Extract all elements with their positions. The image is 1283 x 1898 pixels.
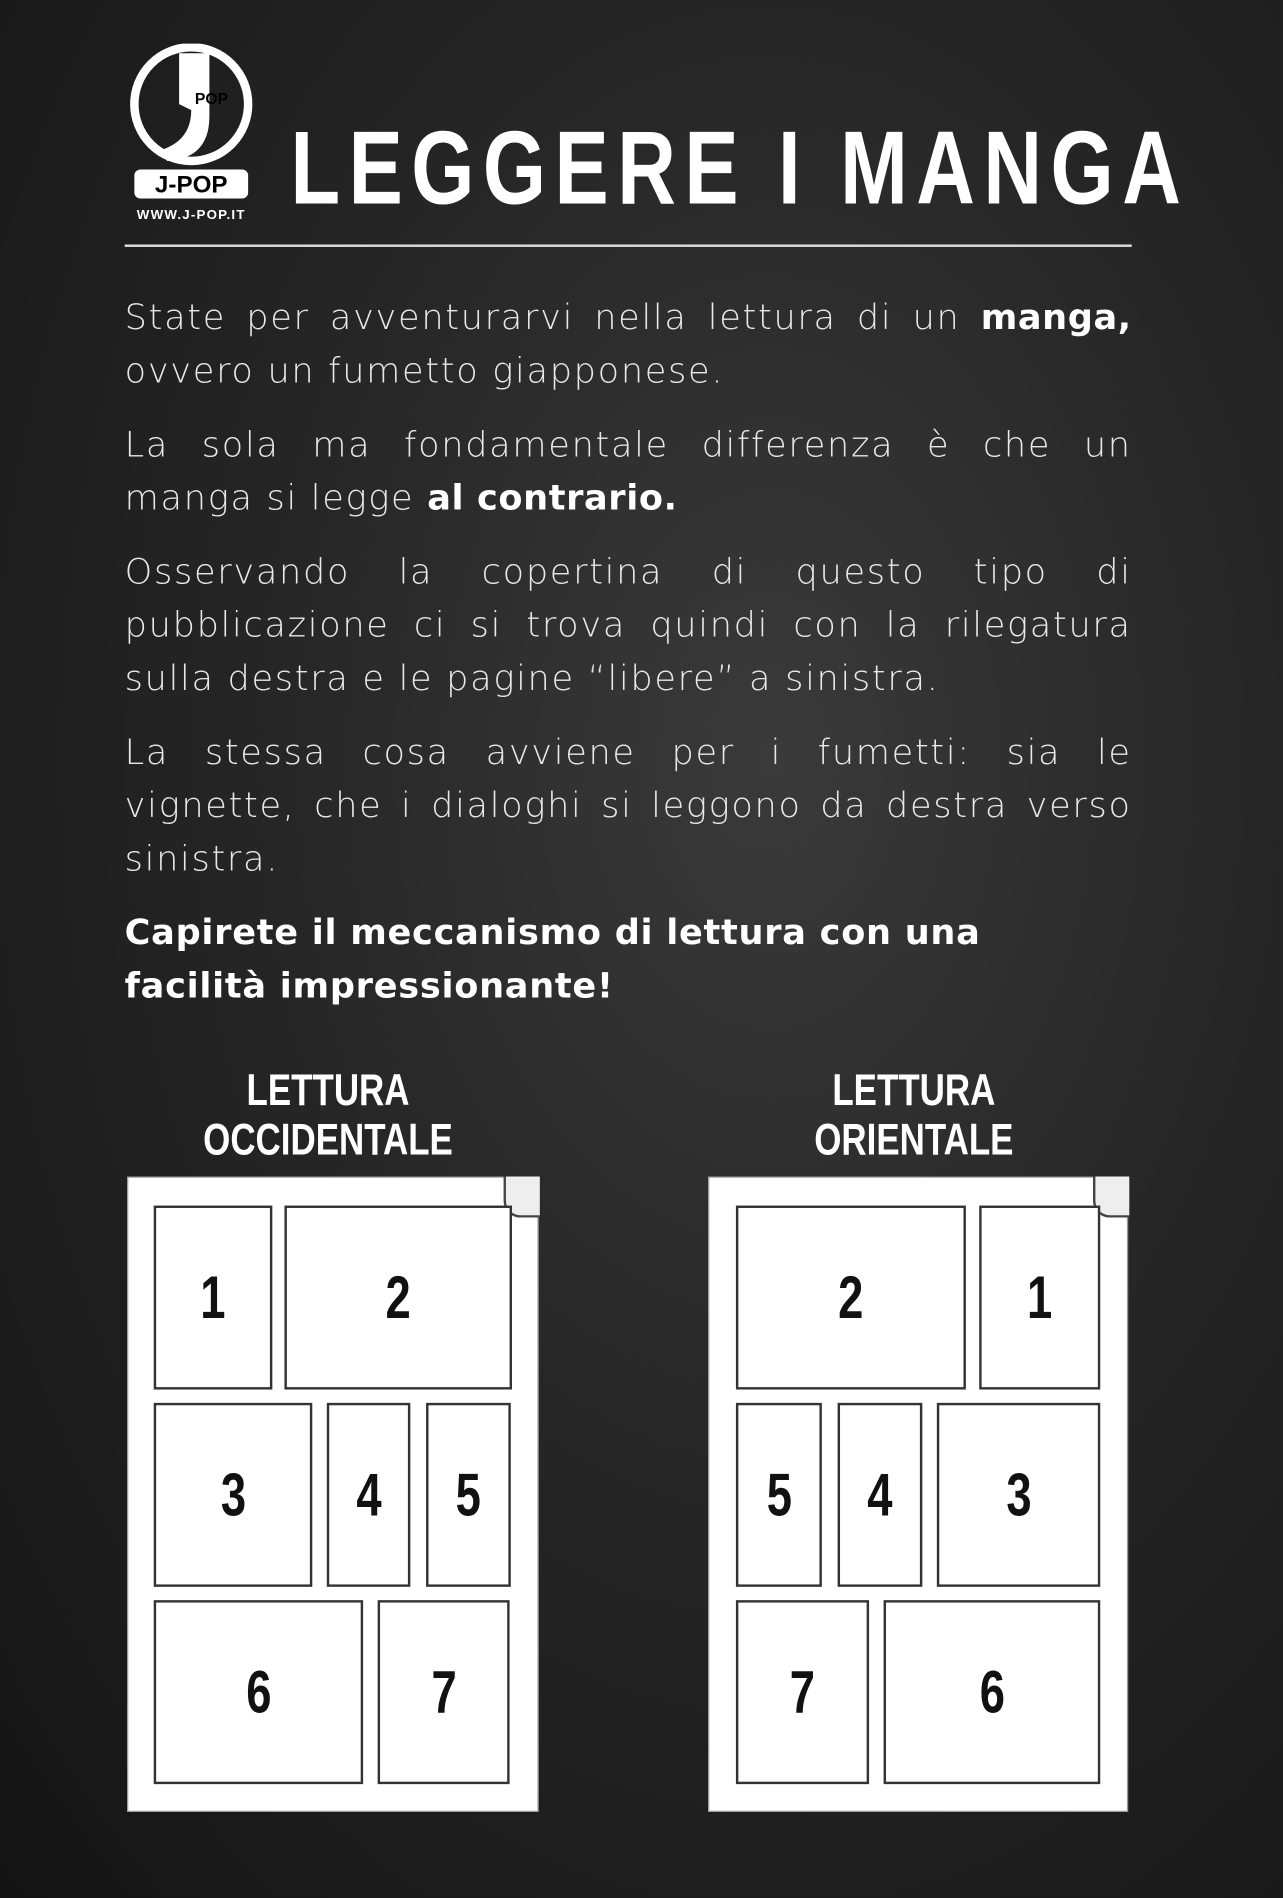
panel [154,1600,363,1784]
panel-number: 5 [766,1460,792,1529]
heading-line: LETTURA [832,1065,996,1115]
text: State per avventurarvi nella lettura di un [124,296,981,338]
panel [838,1403,923,1587]
panel-number: 6 [245,1658,272,1727]
panel [154,1206,273,1390]
panel-number: 2 [385,1263,411,1332]
heading-line: OCCIDENTALE [203,1114,453,1165]
panel [937,1403,1100,1587]
text: ovvero un fumetto giapponese. [124,349,725,391]
western-page [127,1177,539,1812]
panel [736,1403,822,1587]
text: La sola ma fondamentale differenza è che un manga si legge [124,423,1132,519]
panel [284,1206,512,1390]
panel-number: 7 [430,1658,457,1727]
paragraph-5: Capirete il meccanismo di lettura con una facilità impressionante! [124,911,981,1006]
panel [736,1600,869,1784]
heading-line: ORIENTALE [814,1114,1014,1165]
panel-number: 6 [979,1658,1005,1727]
j-pop-logo [125,44,258,226]
panel [378,1600,510,1784]
panel [979,1206,1100,1390]
title-divider [125,245,1132,247]
logo-badge: J-POP [154,171,228,199]
panel [327,1403,411,1587]
panel-number: 2 [838,1263,864,1332]
panel [426,1403,511,1587]
paragraph-2 [125,418,1132,525]
panel-number: 1 [200,1263,226,1332]
heading-line: LETTURA [246,1065,410,1115]
panel-number: 4 [867,1460,893,1529]
western-heading [186,1065,469,1164]
panel [736,1206,966,1390]
panel-number: 3 [1005,1460,1032,1529]
panel-number: 5 [455,1460,482,1529]
intro-text [125,290,1132,1032]
panel [154,1403,313,1587]
paragraph-1 [125,290,1132,397]
svg-text:POP: POP [194,91,229,109]
eastern-page [708,1177,1128,1812]
emphasis: manga, [980,296,1132,338]
panel-number: 7 [789,1658,816,1727]
panel [884,1600,1101,1784]
panel-number: 3 [220,1460,246,1529]
paragraph-3: Osservando la copertina di questo tipo di pubblicazione ci si trova quindi con la rilegatura sulla destra e le pagine “libere” a sinistra. [124,550,1132,699]
eastern-heading [772,1065,1055,1164]
paragraph-4: La stessa cosa avviene per i fumetti: sia le vignette, che i dialoghi si leggono da destra verso sinistra. [124,731,1132,879]
emphasis: al contrario. [427,476,678,519]
panel-number: 1 [1027,1263,1053,1332]
page-title: LEGGERE I MANGA [290,110,1190,227]
panel-number: 4 [355,1460,382,1529]
logo-url: WWW.J-POP.IT [136,207,246,223]
